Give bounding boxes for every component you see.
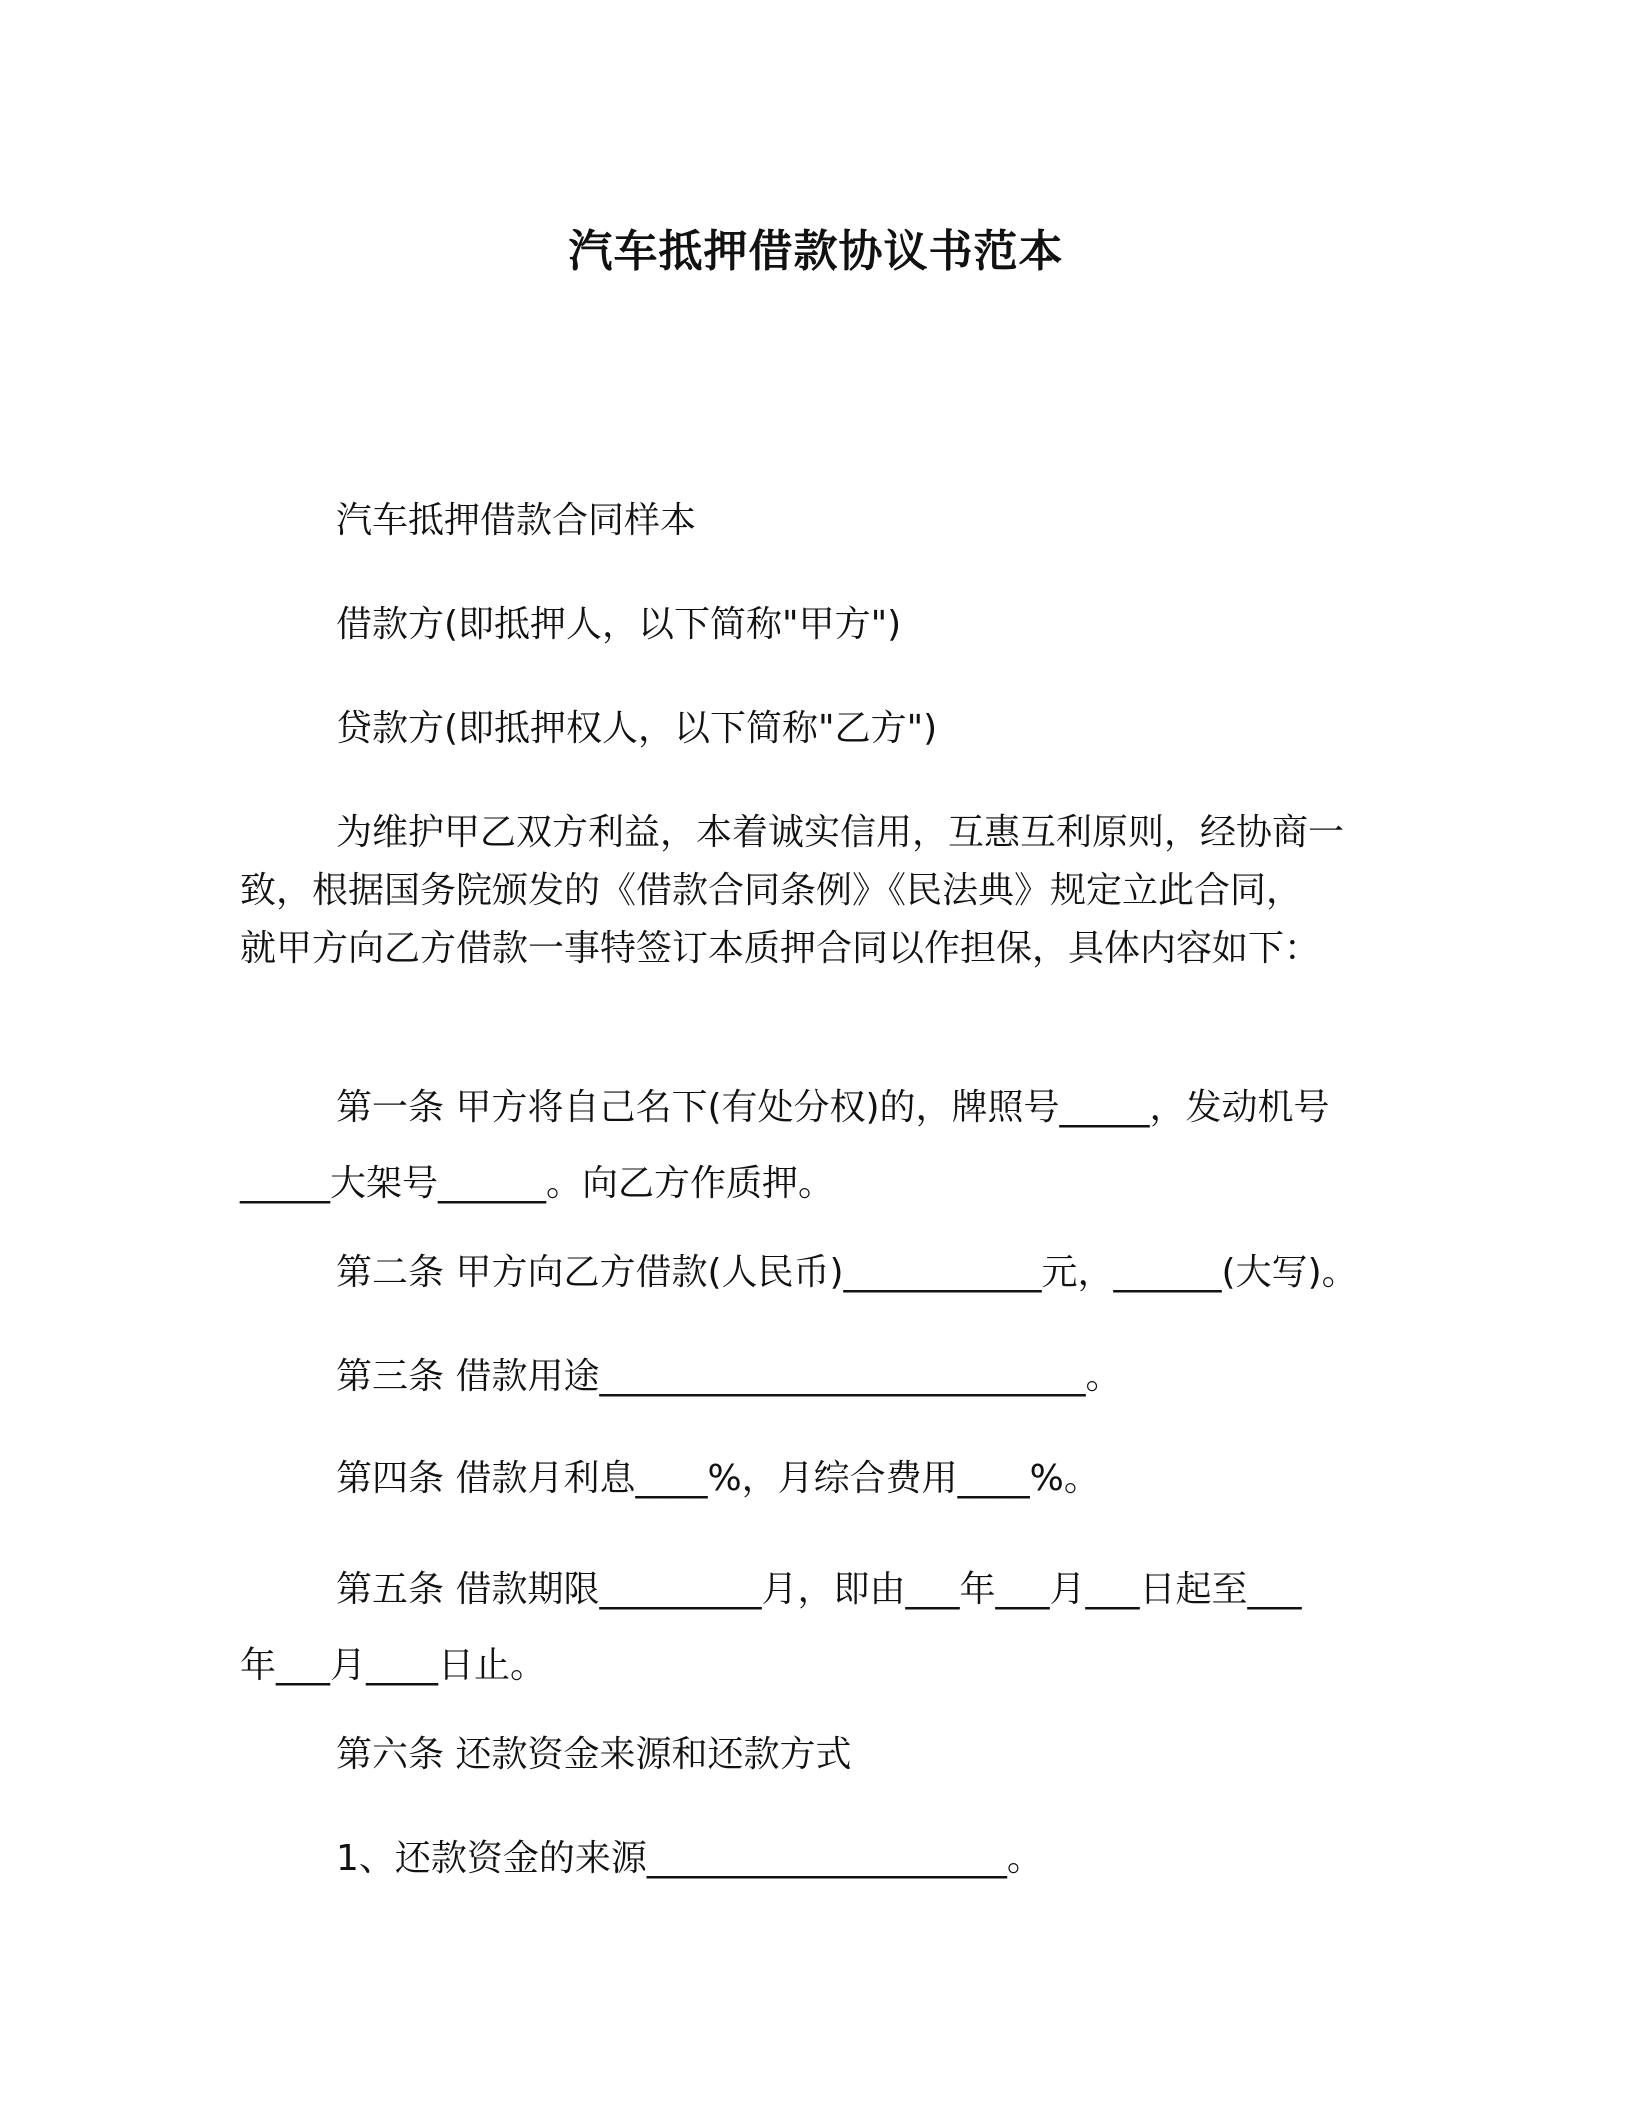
paragraph-repayment-source	[240, 1830, 1043, 1888]
paragraph-line: 为维护甲乙双方利益，本着诚实信用，互惠互利原则，经协商一	[336, 812, 1345, 853]
paragraph-line: _____大架号______。向乙方作质押。	[240, 1163, 835, 1204]
paragraph-line: 第一条 甲方将自己名下(有处分权)的，牌照号_____，发动机号	[336, 1087, 1330, 1128]
paragraph-article-2	[240, 1244, 1358, 1302]
paragraph-line: 致，根据国务院颁发的《借款合同条例》《民法典》规定立此合同，	[240, 870, 1303, 911]
paragraph-article-4	[240, 1450, 1100, 1508]
paragraph-line: 1、还款资金的来源____________________。	[336, 1838, 1043, 1879]
paragraph-preamble	[240, 804, 1344, 978]
paragraph-article-5	[240, 1552, 1301, 1704]
paragraph-borrower	[240, 596, 901, 654]
paragraph-line: 第二条 甲方向乙方借款(人民币)___________元，______(大写)。	[336, 1252, 1358, 1293]
paragraph-article-1	[240, 1070, 1330, 1222]
paragraph-line: 贷款方(即抵押权人，以下简称"乙方")	[336, 708, 938, 749]
paragraph-article-6	[240, 1726, 851, 1784]
paragraph-line: 借款方(即抵押人，以下简称"甲方")	[336, 604, 902, 645]
paragraph-contract-sample	[240, 492, 696, 550]
paragraph-article-3	[240, 1348, 1121, 1406]
paragraph-line: 就甲方向乙方借款一事特签订本质押合同以作担保，具体内容如下：	[240, 928, 1321, 969]
paragraph-line: 第六条 还款资金来源和还款方式	[336, 1734, 852, 1775]
document-title: 汽车抵押借款协议书范本	[568, 226, 1064, 277]
paragraph-line: 年___月____日止。	[240, 1645, 547, 1686]
paragraph-line: 第四条 借款月利息____%，月综合费用____%。	[336, 1458, 1100, 1499]
paragraph-lender	[240, 700, 937, 758]
paragraph-line: 汽车抵押借款合同样本	[336, 500, 697, 541]
paragraph-line: 第三条 借款用途___________________________。	[336, 1356, 1122, 1397]
paragraph-line: 第五条 借款期限_________月，即由___年___月___日起至___	[336, 1569, 1302, 1610]
